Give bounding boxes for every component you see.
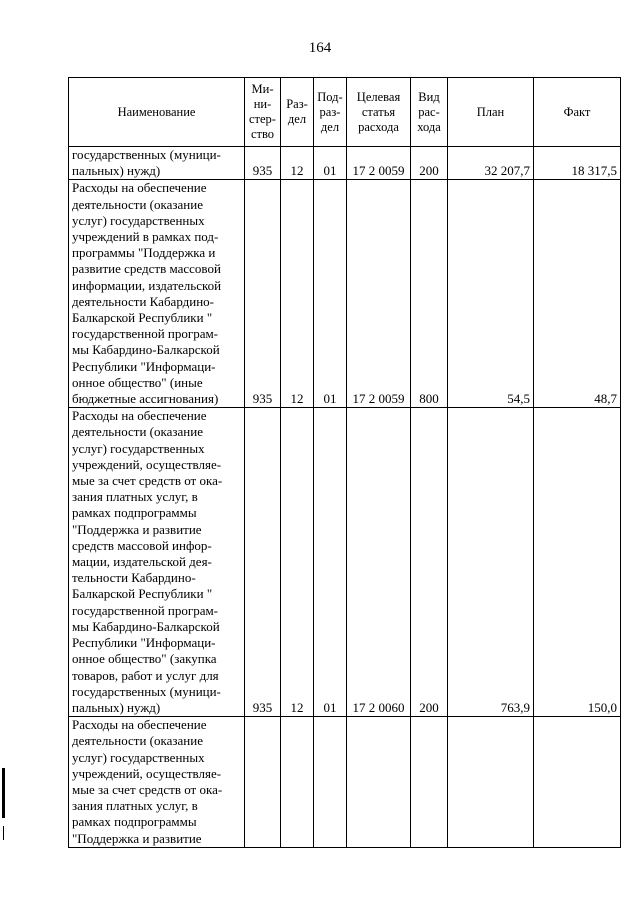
row-expense-type: 200 <box>411 408 448 717</box>
header-expense-type: Вид рас- хода <box>411 78 448 147</box>
header-name: Наименование <box>69 78 245 147</box>
table-row <box>69 180 621 408</box>
header-row <box>69 78 621 147</box>
row-plan: 32 207,7 <box>448 147 534 180</box>
row-section: 12 <box>281 147 314 180</box>
row-section: 12 <box>281 408 314 717</box>
table-row <box>69 147 621 180</box>
row-subsection <box>314 717 347 848</box>
row-expense-type <box>411 717 448 848</box>
scan-margin-mark <box>3 826 4 840</box>
row-name: Расходы на обеспечение деятельности (оказание услуг) государственных учреждений, осуществляе- мые за счет средств от ока- зания платных услуг, в рамках подпрограммы "Поддержка и развитие <box>69 717 245 848</box>
header-plan: План <box>448 78 534 147</box>
header-target: Целевая статья расхода <box>347 78 411 147</box>
row-target: 17 2 0059 <box>347 147 411 180</box>
row-plan: 763,9 <box>448 408 534 717</box>
row-expense-type: 800 <box>411 180 448 408</box>
row-section: 12 <box>281 180 314 408</box>
row-name: Расходы на обеспечение деятельности (оказание услуг) государственных учреждений в рамках под- программы "Поддержка и развитие средств массовой информации, издательской деятельности Кабардино- Балкарской Республики " государственной програм- мы Кабардино-Балкарской Республики "Информаци- онное общество" (иные бюджетные ассигнования) <box>69 180 245 408</box>
row-fact: 48,7 <box>534 180 621 408</box>
row-fact <box>534 717 621 848</box>
row-plan: 54,5 <box>448 180 534 408</box>
row-target: 17 2 0059 <box>347 180 411 408</box>
row-subsection: 01 <box>314 180 347 408</box>
row-ministry: 935 <box>245 180 281 408</box>
row-target <box>347 717 411 848</box>
budget-table <box>68 77 621 848</box>
scan-margin-mark <box>2 768 5 818</box>
row-target: 17 2 0060 <box>347 408 411 717</box>
row-ministry <box>245 717 281 848</box>
row-name: государственных (муници- пальных) нужд) <box>69 147 245 180</box>
table-row <box>69 408 621 717</box>
header-ministry: Ми- ни- стер- ство <box>245 78 281 147</box>
header-subsection: Под- раз- дел <box>314 78 347 147</box>
row-fact: 18 317,5 <box>534 147 621 180</box>
row-subsection: 01 <box>314 147 347 180</box>
row-section <box>281 717 314 848</box>
header-section: Раз- дел <box>281 78 314 147</box>
row-ministry: 935 <box>245 408 281 717</box>
table-row <box>69 717 621 848</box>
row-name: Расходы на обеспечение деятельности (оказание услуг) государственных учреждений, осуществляе- мые за счет средств от ока- зания платных услуг, в рамках подпрограммы "Поддержка и развитие средств массовой инфор- мации, издательской дея- тельности Кабардино- Балкарской Республики " государственной програм- мы Кабардино-Балкарской Республики "Информаци- онное общество" (закупка товаров, работ и услуг для государственных (муници- пальных) нужд) <box>69 408 245 717</box>
row-fact: 150,0 <box>534 408 621 717</box>
page-number: 164 <box>308 40 332 56</box>
row-subsection: 01 <box>314 408 347 717</box>
row-expense-type: 200 <box>411 147 448 180</box>
row-ministry: 935 <box>245 147 281 180</box>
header-fact: Факт <box>534 78 621 147</box>
row-plan <box>448 717 534 848</box>
